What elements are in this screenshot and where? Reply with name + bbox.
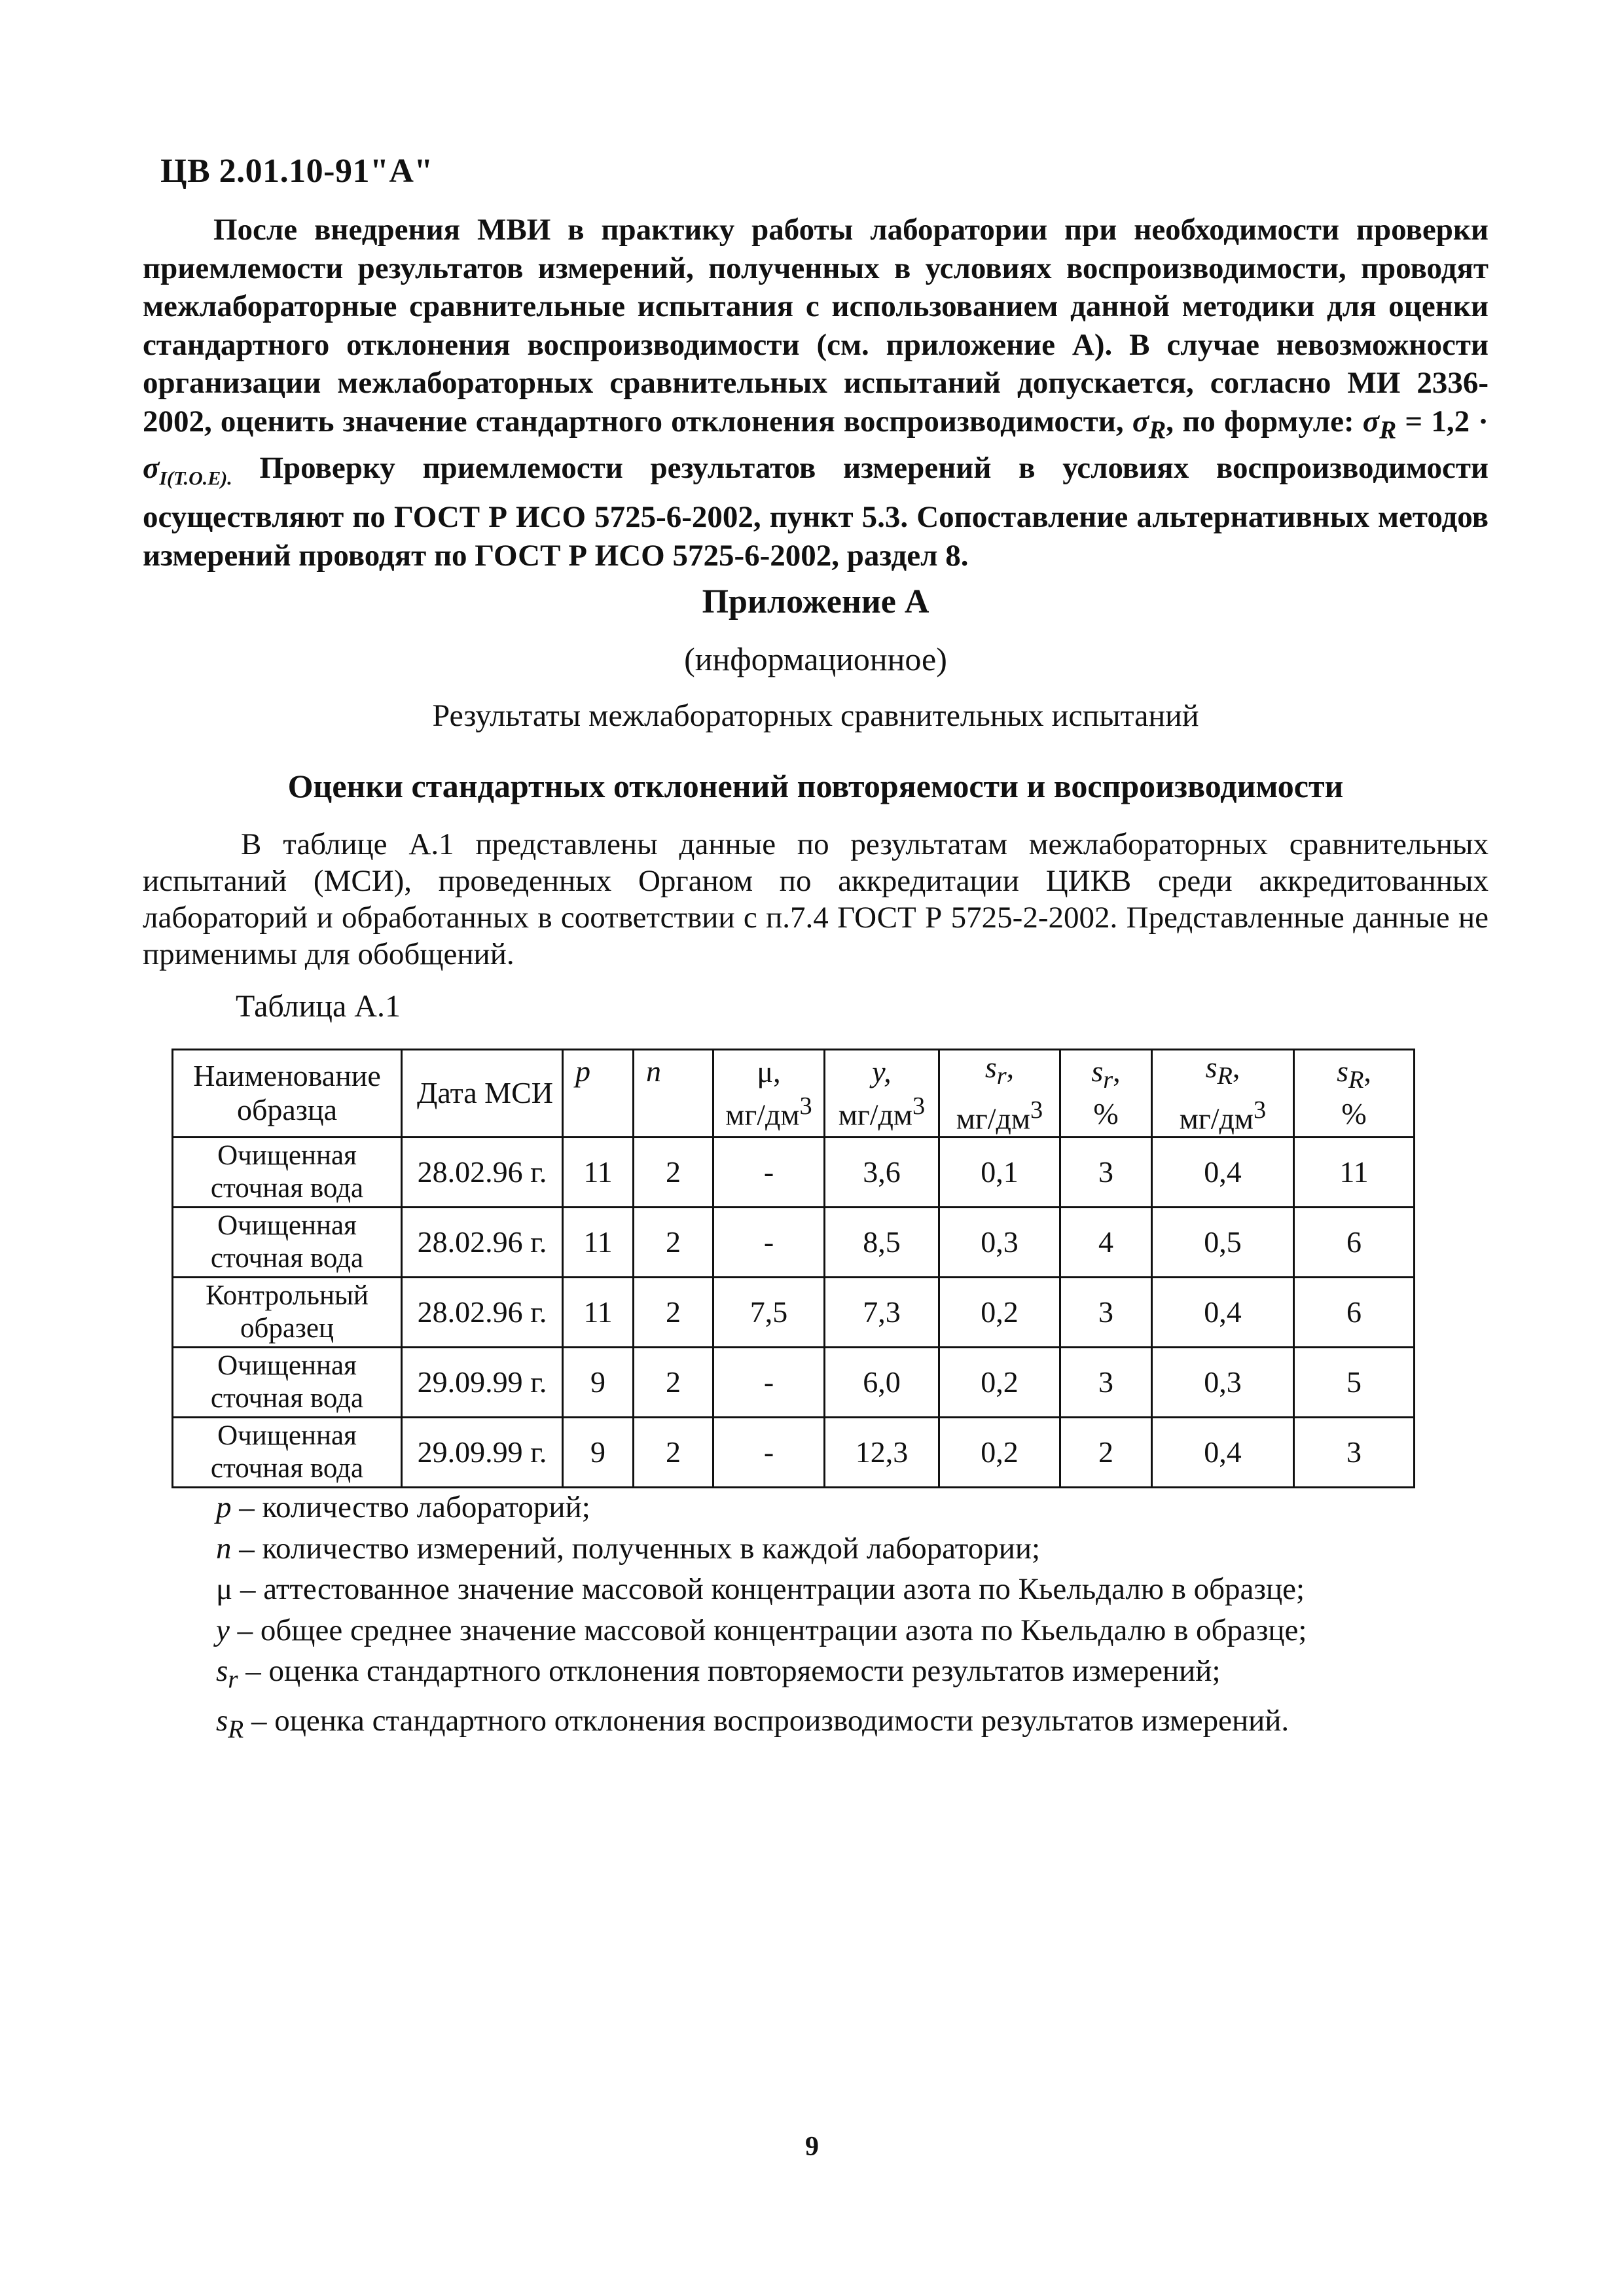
cell-sr-percent: 3 <box>1060 1347 1152 1417</box>
legend-item: $s_r$ – оценка стандартного отклонения повторяемости результатов измерений; <box>216 1654 1221 1694</box>
cell-y: 6,0 <box>825 1347 939 1417</box>
table-label: Таблица А.1 <box>236 989 401 1024</box>
cell-date: 28.02.96 г. <box>402 1207 563 1277</box>
cell-mu: - <box>713 1347 825 1417</box>
appendix-type: (информационное) <box>684 641 947 677</box>
formula-sigma-r: $\sigma_R$ <box>1362 404 1397 444</box>
results-table <box>171 1049 1415 1488</box>
cell-p: 11 <box>563 1137 634 1207</box>
cell-sR: 0,3 <box>1152 1347 1294 1417</box>
cell-name: Контрольный образец <box>173 1277 402 1347</box>
cell-sR: 0,4 <box>1152 1277 1294 1347</box>
sigma-r-symbol: $\sigma_R$ <box>1132 404 1166 444</box>
formula-sigma-i: $\sigma_{I(T.O.E).}$ <box>143 451 232 490</box>
cell-mu: - <box>713 1137 825 1207</box>
cell-p: 9 <box>563 1417 634 1487</box>
cell-sR: 0,4 <box>1152 1137 1294 1207</box>
table-row <box>173 1137 1415 1207</box>
cell-sr-percent: 3 <box>1060 1277 1152 1347</box>
cell-p: 11 <box>563 1277 634 1347</box>
legend-item: y – общее среднее значение массовой концентрации азота по Кьельдалю в образце; <box>216 1613 1307 1647</box>
cell-sR-percent: 5 <box>1294 1347 1415 1417</box>
legend-item: $s_R$ – оценка стандартного отклонения воспроизводимости результатов измерений. <box>216 1703 1290 1744</box>
table-legend <box>216 1487 1307 1750</box>
cell-sr: 0,2 <box>939 1347 1060 1417</box>
cell-name: Очищенная сточная вода <box>173 1137 402 1207</box>
cell-sR-percent: 6 <box>1294 1207 1415 1277</box>
cell-mu: - <box>713 1417 825 1487</box>
formula-equals: = 1,2 · <box>1396 404 1489 439</box>
table-row <box>173 1417 1415 1487</box>
cell-date: 28.02.96 г. <box>402 1277 563 1347</box>
cell-n: 2 <box>634 1277 713 1347</box>
cell-date: 28.02.96 г. <box>402 1137 563 1207</box>
cell-sr: 0,1 <box>939 1137 1060 1207</box>
intro-text-2: , по формуле: <box>1166 404 1363 439</box>
cell-date: 29.09.99 г. <box>402 1347 563 1417</box>
intro-text-3: Проверку приемлемости результатов измерений в условиях воспроизводимости осуществляют по ГОСТ Р ИСО 5725-6-2002, пункт 5.3. Сопоставление альтернативных методов измерений проводят по ГОСТ Р ИСО 5725-6-2002, раздел 8. <box>143 451 1489 573</box>
header-date: Дата МСИ <box>402 1050 563 1138</box>
section-title: Оценки стандартных отклонений повторяемости и воспроизводимости <box>287 768 1344 804</box>
cell-sr: 0,2 <box>939 1417 1060 1487</box>
cell-sR-percent: 3 <box>1294 1417 1415 1487</box>
cell-sr: 0,2 <box>939 1277 1060 1347</box>
header-sR: $s_R$, $мг/дм^3$ <box>1152 1050 1294 1138</box>
cell-sR: 0,5 <box>1152 1207 1294 1277</box>
cell-y: 12,3 <box>825 1417 939 1487</box>
header-sr: $s_r$, $мг/дм^3$ <box>939 1050 1060 1138</box>
cell-sr-percent: 3 <box>1060 1137 1152 1207</box>
legend-item: μ – аттестованное значение массовой концентрации азота по Кьельдалю в образце; <box>216 1572 1305 1606</box>
header-sr-percent: $s_r$, % <box>1060 1050 1152 1138</box>
intro-paragraph <box>143 211 1489 575</box>
cell-name: Очищенная сточная вода <box>173 1417 402 1487</box>
cell-y: 3,6 <box>825 1137 939 1207</box>
cell-y: 8,5 <box>825 1207 939 1277</box>
header-p: p <box>563 1050 634 1138</box>
intro-text-1: После внедрения МВИ в практику работы лаборатории при необходимости проверки приемлемости результатов измерений, полученных в условиях воспроизводимости, проводят межлабораторные сравнительные испытания с использованием данной методики для оценки стандартного отклонения воспроизводимости (см. приложение А). В случае невозможности организации межлабораторных сравнительных испытаний допускается, согласно МИ 2336-2002, оценить значение стандартного отклонения воспроизводимости, <box>143 213 1489 439</box>
cell-y: 7,3 <box>825 1277 939 1347</box>
document-code: ЦВ 2.01.10-91"А" <box>160 152 433 190</box>
table-row <box>173 1277 1415 1347</box>
cell-name: Очищенная сточная вода <box>173 1207 402 1277</box>
cell-sr: 0,3 <box>939 1207 1060 1277</box>
header-y: y, $мг/дм^3$ <box>825 1050 939 1138</box>
cell-sr-percent: 2 <box>1060 1417 1152 1487</box>
cell-name: Очищенная сточная вода <box>173 1347 402 1417</box>
cell-sR-percent: 11 <box>1294 1137 1415 1207</box>
appendix-title: Приложение А <box>702 583 929 620</box>
table-header-row <box>173 1050 1415 1138</box>
header-sR-percent: $s_R$, % <box>1294 1050 1415 1138</box>
cell-n: 2 <box>634 1417 713 1487</box>
header-name: Наименование образца <box>173 1050 402 1138</box>
cell-p: 11 <box>563 1207 634 1277</box>
page-number: 9 <box>805 2132 819 2162</box>
cell-sr-percent: 4 <box>1060 1207 1152 1277</box>
section-paragraph: В таблице А.1 представлены данные по результатам межлабораторных сравнительных испытаний (МСИ), проведенных Органом по аккредитации ЦИКВ среди аккредитованных лабораторий и обработанных в соответствии с п.7.4 ГОСТ Р 5725-2-2002. Представленные данные не применимы для обобщений. <box>143 827 1489 971</box>
appendix-caption: Результаты межлабораторных сравнительных испытаний <box>432 698 1199 733</box>
header-n: n <box>634 1050 713 1138</box>
cell-date: 29.09.99 г. <box>402 1417 563 1487</box>
table-row <box>173 1207 1415 1277</box>
legend-item: p – количество лабораторий; <box>216 1490 590 1524</box>
cell-sR-percent: 6 <box>1294 1277 1415 1347</box>
cell-n: 2 <box>634 1207 713 1277</box>
cell-mu: - <box>713 1207 825 1277</box>
legend-item: n – количество измерений, полученных в каждой лаборатории; <box>216 1531 1041 1566</box>
header-mu: μ, $мг/дм^3$ <box>713 1050 825 1138</box>
cell-n: 2 <box>634 1347 713 1417</box>
table-row <box>173 1347 1415 1417</box>
cell-p: 9 <box>563 1347 634 1417</box>
cell-n: 2 <box>634 1137 713 1207</box>
cell-mu: 7,5 <box>713 1277 825 1347</box>
cell-sR: 0,4 <box>1152 1417 1294 1487</box>
